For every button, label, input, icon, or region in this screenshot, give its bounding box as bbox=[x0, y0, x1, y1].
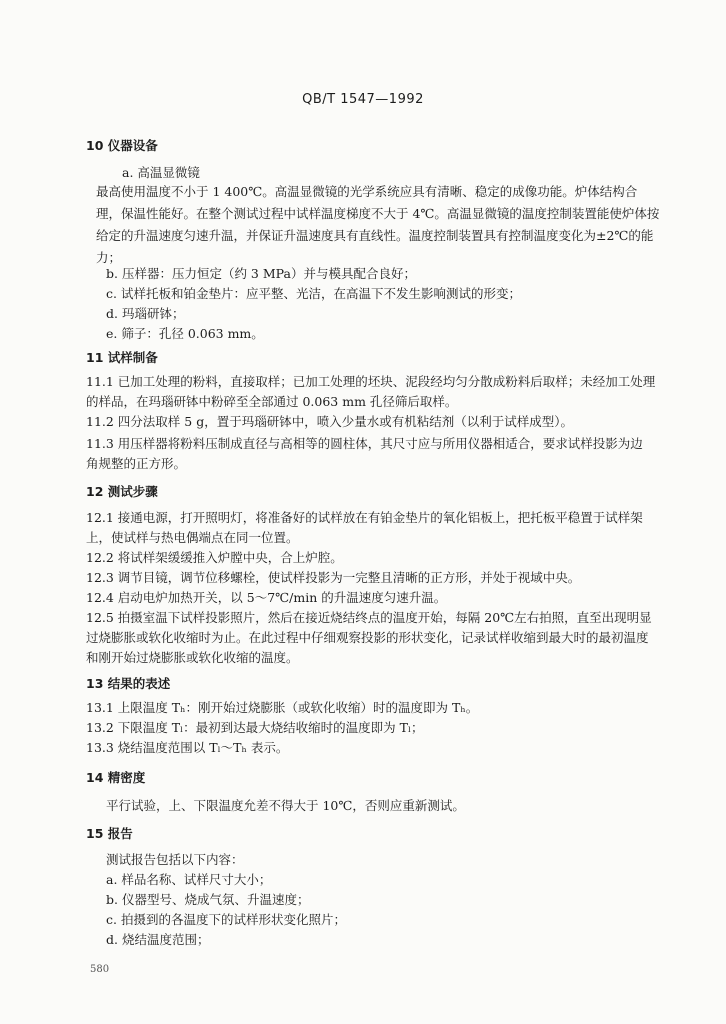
section-15-item-c: c. 拍摄到的各温度下的试样形状变化照片； bbox=[106, 912, 346, 927]
section-12-title: 12 测试步骤 bbox=[86, 484, 158, 499]
section-15-item-a: a. 样品名称、试样尺寸大小； bbox=[106, 872, 272, 887]
section-15-item-b: b. 仪器型号、烧成气氛、升温速度； bbox=[106, 892, 310, 907]
section-10-paragraph-line: 力； bbox=[96, 250, 122, 265]
section-14-paragraph: 平行试验，上、下限温度允差不得大于 10℃，否则应重新测试。 bbox=[106, 798, 465, 813]
section-15-title: 15 报告 bbox=[86, 826, 133, 841]
section-12-1-line: 12.1 接通电源，打开照明灯，将准备好的试样放在有铂金垫片的氧化铝板上，把托板平稳置于试样架 bbox=[86, 510, 643, 525]
section-12-5-line: 过烧膨胀或软化收缩时为止。在此过程中仔细观察投影的形状变化，记录试样收缩到最大时的最初温度 bbox=[86, 630, 649, 645]
section-11-1-line: 的样品，在玛瑙研钵中粉碎至全部通过 0.063 mm 孔径筛后取样。 bbox=[86, 394, 458, 409]
section-10-paragraph-line: 理，保温性能好。在整个测试过程中试样温度梯度不大于 4℃。高温显微镜的温度控制装置能使炉体按 bbox=[96, 206, 660, 221]
standard-code-header: QB/T 1547—1992 bbox=[302, 92, 424, 107]
page-number: 580 bbox=[90, 964, 110, 975]
section-10-paragraph-line: 最高使用温度不小于 1 400℃。高温显微镜的光学系统应具有清晰、稳定的成像功能。炉体结构合 bbox=[96, 184, 638, 199]
section-13-3-line: 13.3 烧结温度范围以 Tₗ～Tₕ 表示。 bbox=[86, 740, 289, 755]
section-10-item-d: d. 玛瑙研钵； bbox=[106, 306, 185, 321]
section-11-3-line: 角规整的正方形。 bbox=[86, 456, 187, 471]
section-11-title: 11 试样制备 bbox=[86, 350, 158, 365]
section-13-2-line: 13.2 下限温度 Tₗ：最初到达最大烧结收缩时的温度即为 Tₗ； bbox=[86, 720, 424, 735]
section-12-3-line: 12.3 调节目镜，调节位移螺栓，使试样投影为一完整且清晰的正方形，并处于视域中央。 bbox=[86, 570, 581, 585]
section-12-2-line: 12.2 将试样架缓缓推入炉膛中央，合上炉腔。 bbox=[86, 550, 343, 565]
section-10-item-e: e. 筛子：孔径 0.063 mm。 bbox=[106, 326, 264, 341]
section-10-title: 10 仪器设备 bbox=[86, 138, 158, 153]
section-12-4-line: 12.4 启动电炉加热开关，以 5～7℃/min 的升温速度匀速升温。 bbox=[86, 590, 447, 605]
section-14-title: 14 精密度 bbox=[86, 770, 146, 785]
section-12-5-line: 和刚开始过烧膨胀或软化收缩的温度。 bbox=[86, 650, 299, 665]
section-15-item-d: d. 烧结温度范围； bbox=[106, 932, 210, 947]
section-13-1-line: 13.1 上限温度 Tₕ：刚开始过烧膨胀（或软化收缩）时的温度即为 Tₕ。 bbox=[86, 700, 479, 715]
section-10-item-a: a. 高温显微镜 bbox=[122, 165, 200, 180]
section-12-5-line: 12.5 拍摄室温下试样投影照片，然后在接近烧结终点的温度开始，每隔 20℃左右拍照，直至出现明显 bbox=[86, 610, 652, 625]
section-11-1-line: 11.1 已加工处理的粉料，直接取样；已加工处理的坯块、泥段经均匀分散成粉料后取样；未经加工处理 bbox=[86, 374, 656, 389]
section-15-intro: 测试报告包括以下内容： bbox=[106, 852, 244, 867]
section-10-paragraph-line: 给定的升温速度匀速升温，并保证升温速度具有直线性。温度控制装置具有控制温度变化为±2℃的能 bbox=[96, 228, 654, 243]
section-13-title: 13 结果的表述 bbox=[86, 676, 171, 691]
section-10-item-b: b. 压样器：压力恒定（约 3 MPa）并与模具配合良好； bbox=[106, 266, 416, 281]
section-11-3-line: 11.3 用压样器将粉料压制成直径与高相等的圆柱体，其尺寸应与所用仪器相适合，要求试样投影为边 bbox=[86, 436, 643, 451]
section-12-1-line: 上，使试样与热电偶端点在同一位置。 bbox=[86, 530, 299, 545]
section-11-2-line: 11.2 四分法取样 5 g，置于玛瑙研钵中，喷入少量水或有机粘结剂（以利于试样成型）。 bbox=[86, 414, 573, 429]
section-10-item-c: c. 试样托板和铂金垫片：应平整、光洁，在高温下不发生影响测试的形变； bbox=[106, 286, 521, 301]
